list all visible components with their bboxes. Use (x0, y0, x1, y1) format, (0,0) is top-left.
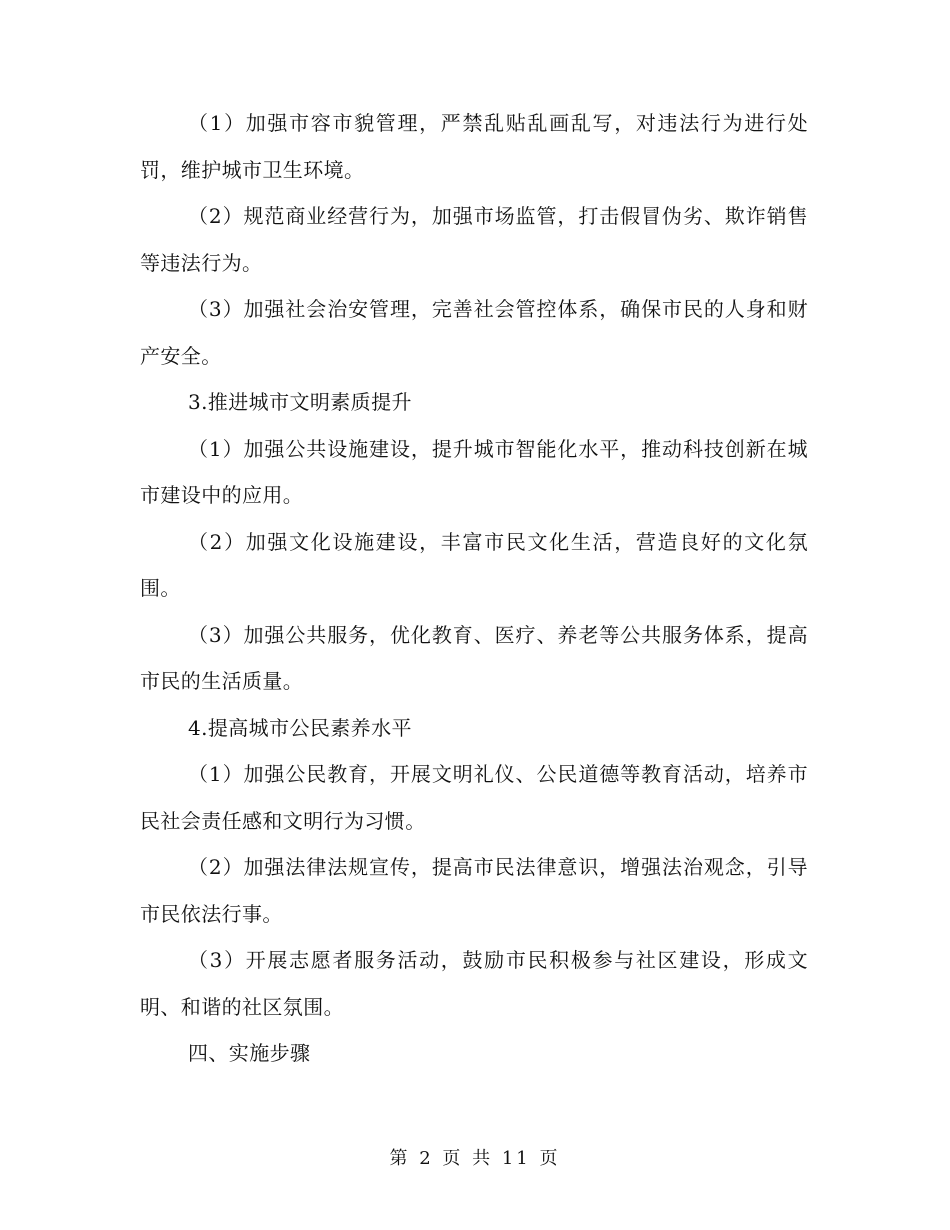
paragraph: （2）规范商业经营行为，加强市场监管，打击假冒伪劣、欺诈销售等违法行为。 (140, 204, 808, 275)
paragraph: （2）加强法律法规宣传，提高市民法律意识，增强法治观念，引导市民依法行事。 (140, 855, 808, 926)
section-heading: 3.推进城市文明素质提升 (188, 390, 412, 414)
paragraph: （3）开展志愿者服务活动，鼓励市民积极参与社区建设，形成文明、和谐的社区氛围。 (140, 948, 808, 1019)
document-body (140, 100, 808, 1077)
paragraph: （1）加强公民教育，开展文明礼仪、公民道德等教育活动，培养市民社会责任感和文明行为习惯。 (140, 762, 808, 833)
paragraph: （3）加强公共服务，优化教育、医疗、养老等公共服务体系，提高市民的生活质量。 (140, 622, 808, 693)
paragraph: （3）加强社会治安管理，完善社会管控体系，确保市民的人身和财产安全。 (140, 297, 808, 368)
page-number-footer: 第 2 页 共 11 页 (389, 1148, 561, 1169)
chapter-heading: 四、实施步骤 (188, 1041, 311, 1065)
section-heading: 4.提高城市公民素养水平 (188, 715, 412, 740)
paragraph: （2）加强文化设施建设，丰富市民文化生活，营造良好的文化氛围。 (140, 529, 808, 600)
paragraph: （1）加强市容市貌管理，严禁乱贴乱画乱写，对违法行为进行处罚，维护城市卫生环境。 (140, 111, 808, 182)
paragraph: （1）加强公共设施建设，提升城市智能化水平，推动科技创新在城市建设中的应用。 (140, 436, 808, 507)
